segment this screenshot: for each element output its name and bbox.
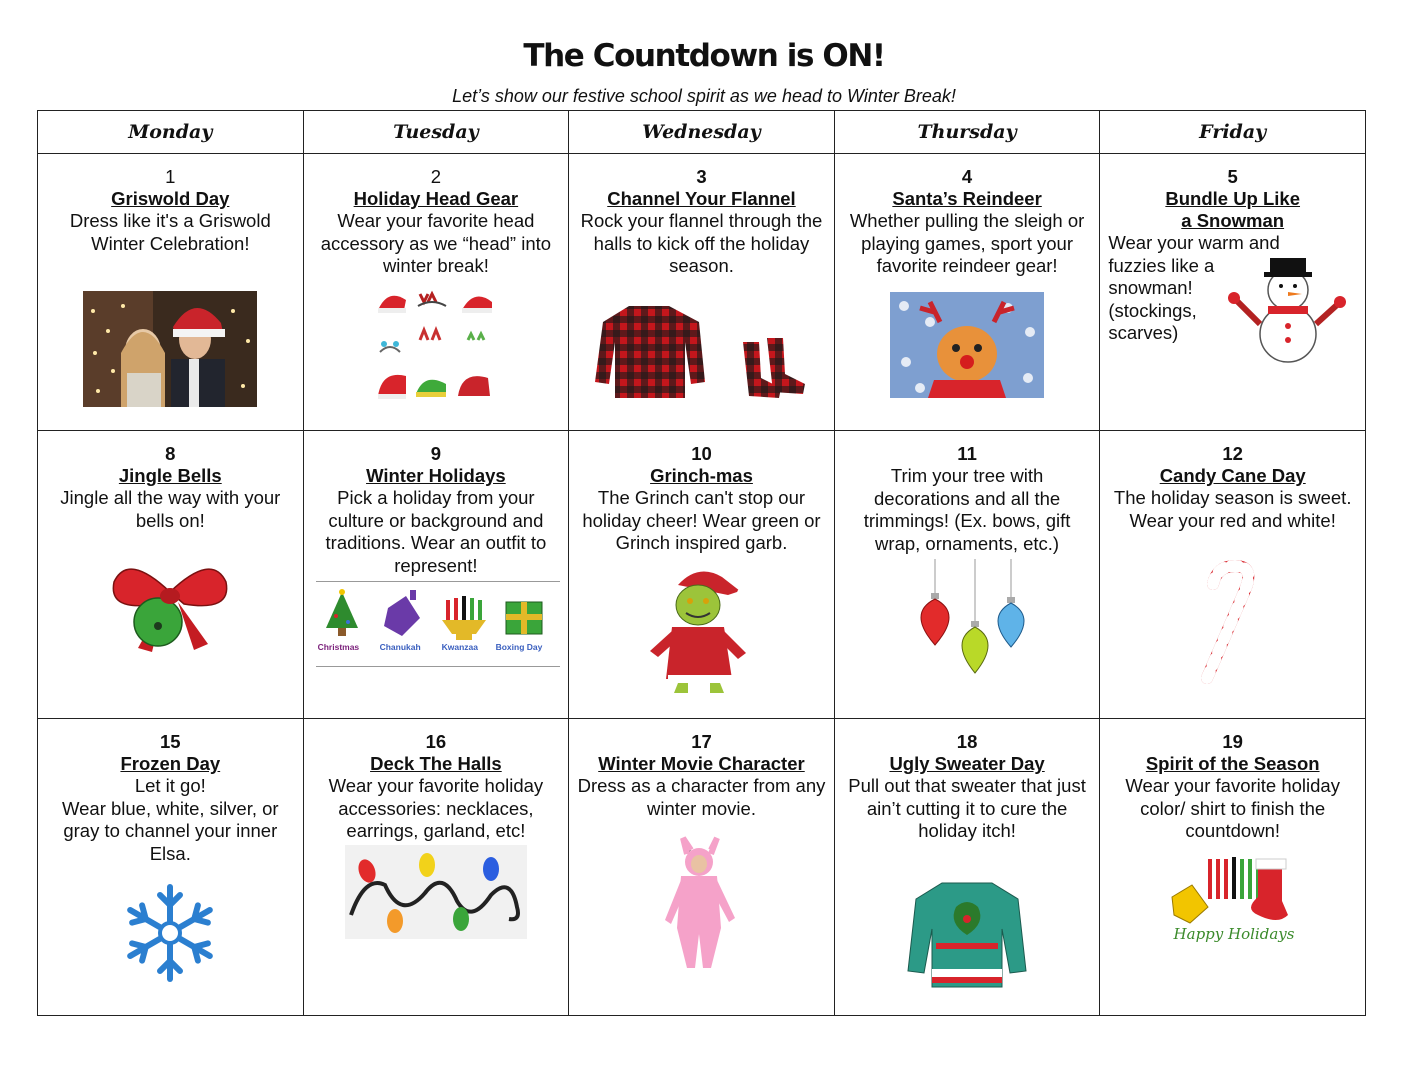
- day-theme: Spirit of the Season: [1145, 753, 1320, 774]
- day-description: Pull out that sweater that just ain’t cutting it to cure the holiday itch!: [848, 775, 1086, 841]
- day-theme: Santa’s Reindeer: [892, 188, 1042, 209]
- bunny-suit-icon: [659, 836, 743, 970]
- snowman-icon: [1228, 254, 1348, 366]
- day-description: Wear your favorite holiday accessories: necklaces, earrings, garland, etc!: [328, 775, 544, 841]
- day-cell: [303, 431, 569, 719]
- griswold-photo: [83, 291, 257, 407]
- day-description: The holiday season is sweet. Wear your red and white!: [1113, 487, 1352, 531]
- day-cell: [38, 431, 304, 719]
- day-cell: [569, 154, 835, 431]
- day-theme: Jingle Bells: [118, 465, 222, 486]
- day-header-tuesday: Tuesday: [303, 111, 569, 154]
- day-number: 9: [430, 443, 442, 464]
- day-number: 5: [1227, 166, 1238, 187]
- day-description: Wear your favorite holiday color/ shirt to finish the countdown!: [1125, 775, 1340, 841]
- day-description: Trim your tree with decorations and all the trimmings! (Ex. bows, gift wrap, ornaments, etc.): [863, 465, 1071, 554]
- week-row: [38, 431, 1366, 719]
- page-subtitle: Let’s show our festive school spirit as we head to Winter Break!: [452, 86, 956, 106]
- day-cell: [834, 719, 1100, 1016]
- day-theme: Ugly Sweater Day: [889, 753, 1045, 774]
- day-number: 17: [691, 731, 712, 752]
- day-header-wednesday: Wednesday: [569, 111, 835, 154]
- day-header-thursday: Thursday: [834, 111, 1100, 154]
- description-line: Wear your warm and: [1108, 232, 1280, 253]
- day-header-monday: Monday: [38, 111, 304, 154]
- day-number: 3: [696, 166, 707, 187]
- day-theme: Griswold Day: [111, 188, 230, 209]
- day-theme: Channel Your Flannel: [607, 188, 796, 209]
- day-theme: Frozen Day: [120, 753, 221, 774]
- day-cell: [1100, 719, 1366, 1016]
- day-cell: [1100, 154, 1366, 431]
- day-number: 1: [165, 166, 176, 187]
- grinch-icon: [648, 567, 754, 693]
- day-number: 16: [425, 731, 447, 752]
- day-cell: [38, 154, 304, 431]
- week-row: [38, 154, 1366, 431]
- weekday-header-row: [38, 111, 1366, 154]
- day-number: 10: [691, 443, 712, 464]
- happy-holidays-text: Happy Holidays: [1173, 924, 1295, 943]
- day-cell: [303, 154, 569, 431]
- week-row: [38, 719, 1366, 1016]
- day-theme-line2: a Snowman: [1181, 210, 1285, 231]
- description-line: snowman!: [1108, 277, 1193, 298]
- day-theme-line1: Bundle Up Like: [1165, 188, 1301, 209]
- day-number: 18: [956, 731, 978, 752]
- sweater-icon: [906, 879, 1028, 989]
- day-description: Pick a holiday from your culture or background and traditions. Wear an outfit to represent!: [325, 487, 547, 576]
- day-cell: [834, 431, 1100, 719]
- day-number: 8: [165, 443, 176, 464]
- day-description: [38, 775, 303, 865]
- day-description: Rock your flannel through the halls to kick off the holiday season.: [580, 210, 823, 276]
- day-theme: Winter Holidays: [366, 465, 506, 486]
- description-line: Let it go!: [134, 775, 206, 796]
- day-theme: Candy Cane Day: [1159, 465, 1306, 486]
- holiday-label: Boxing Day: [495, 642, 543, 652]
- ornaments-icon: [897, 559, 1037, 679]
- day-cell: [303, 719, 569, 1016]
- bell-icon: [108, 552, 232, 662]
- day-description: Jingle all the way with your bells on!: [60, 487, 281, 531]
- holiday-label: Christmas: [317, 642, 360, 652]
- day-cell: [38, 719, 304, 1016]
- day-description: The Grinch can't stop our holiday cheer! Wear green or Grinch inspired garb.: [582, 487, 821, 553]
- hats-icon: [376, 288, 496, 408]
- day-theme: Holiday Head Gear: [353, 188, 519, 209]
- day-description: Whether pulling the sleigh or playing games, sport your favorite reindeer gear!: [849, 210, 1085, 276]
- flannel-icon: [593, 302, 809, 402]
- day-theme: Grinch-mas: [650, 465, 753, 486]
- day-cell: [834, 154, 1100, 431]
- day-cell: [1100, 431, 1366, 719]
- calendar-table: [37, 110, 1366, 1016]
- day-cell: [569, 719, 835, 1016]
- day-number: 15: [160, 731, 181, 752]
- day-description: Wear your favorite head accessory as we “head” into winter break!: [320, 210, 552, 276]
- description-line: (stockings,: [1108, 299, 1197, 321]
- candy-cane-icon: [1195, 560, 1271, 684]
- day-description: Dress as a character from any winter movie.: [577, 775, 826, 819]
- lights-icon: [345, 845, 527, 939]
- snowflake-icon: [122, 881, 218, 985]
- day-number: 12: [1222, 443, 1243, 464]
- description-line: fuzzies like a: [1108, 254, 1215, 276]
- day-number: 11: [957, 443, 977, 464]
- day-description: Dress like it's a Griswold Winter Celebration!: [69, 210, 271, 254]
- description-line: scarves): [1108, 322, 1179, 343]
- page-title: The Countdown is ON!: [523, 38, 885, 74]
- day-number: 4: [961, 166, 973, 187]
- day-theme: Winter Movie Character: [598, 753, 805, 774]
- description-line: Wear blue, white, silver, or gray to channel your inner Elsa.: [61, 797, 279, 864]
- reindeer-icon: [890, 292, 1044, 398]
- happy-holidays-icon: [1168, 849, 1298, 949]
- holidays-icon: [316, 581, 561, 667]
- day-number: 19: [1222, 731, 1243, 752]
- holiday-label: Chanukah: [379, 642, 421, 652]
- day-number: 2: [430, 166, 442, 187]
- day-header-friday: Friday: [1100, 111, 1366, 154]
- day-theme: Deck The Halls: [370, 753, 502, 774]
- day-cell: [569, 431, 835, 719]
- holiday-label: Kwanzaa: [441, 642, 478, 652]
